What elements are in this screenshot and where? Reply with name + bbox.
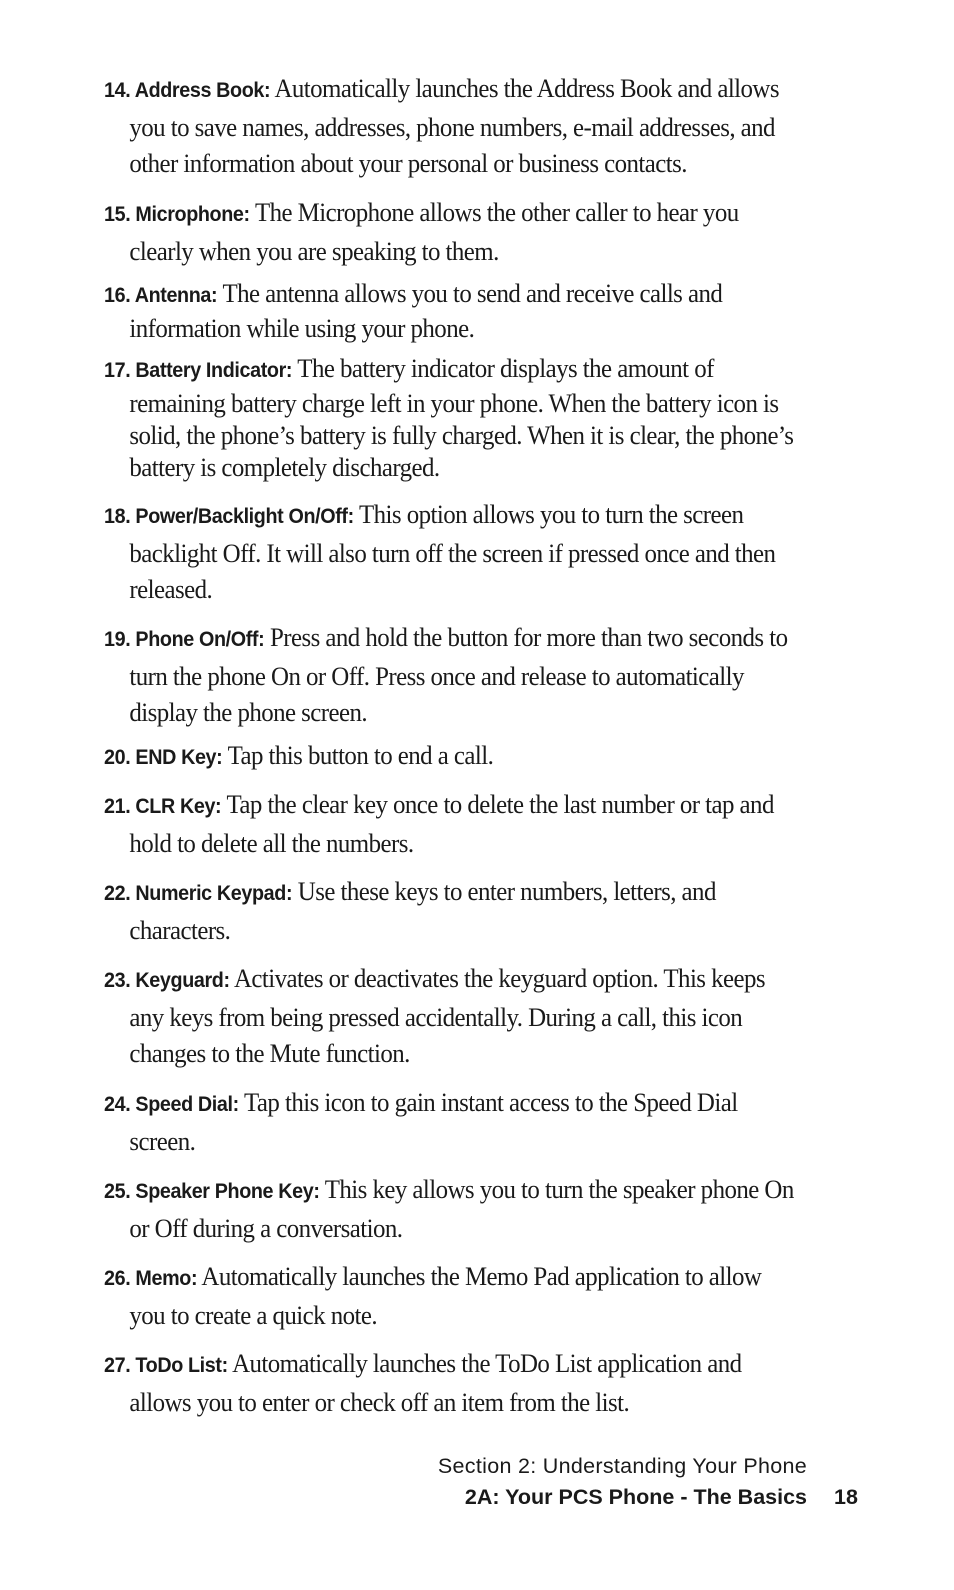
- item-label: 18. Power/Backlight On/Off:: [104, 505, 354, 528]
- footer-chapter-title: 2A: Your PCS Phone - The Basics: [464, 1485, 807, 1509]
- item-label: 17. Battery Indicator:: [104, 359, 293, 382]
- item-text: This option allows you to turn the screen backlight Off. It will also turn off the screen if pressed once and then released.: [129, 499, 776, 604]
- item-label: 21. CLR Key:: [104, 795, 222, 818]
- list-item-address-book: [104, 70, 799, 181]
- item-text: Use these keys to enter numbers, letters, and characters.: [129, 876, 716, 945]
- list-item-antenna: [104, 277, 799, 344]
- list-item-speed-dial: [104, 1084, 799, 1159]
- item-text: Tap this icon to gain instant access to the Speed Dial screen.: [129, 1087, 738, 1156]
- list-item-clr-key: [104, 786, 799, 861]
- item-text: The Microphone allows the other caller to hear you clearly when you are speaking to them.: [129, 197, 739, 266]
- item-label: 27. ToDo List:: [104, 1354, 228, 1377]
- item-label: 24. Speed Dial:: [104, 1093, 239, 1116]
- item-text: The antenna allows you to send and receive calls and information while using your phone.: [129, 278, 723, 343]
- item-label: 20. END Key:: [104, 746, 223, 769]
- item-text: Automatically launches the ToDo List application and allows you to enter or check off an item from the list.: [129, 1348, 742, 1417]
- item-text: Automatically launches the Address Book and allows you to save names, addresses, phone numbers, e-mail addresses, and other information about your personal or business contacts.: [129, 73, 779, 178]
- item-text: Activates or deactivates the keyguard option. This keeps any keys from being pressed accidentally. During a call, this icon changes to the Mute function.: [129, 963, 765, 1068]
- footer-section-title: Section 2: Understanding Your Phone: [437, 1454, 807, 1478]
- list-item-power-backlight: [104, 496, 799, 607]
- list-item-todo-list: [104, 1345, 799, 1420]
- list-item-speaker-phone-key: [104, 1171, 799, 1246]
- item-label: 25. Speaker Phone Key:: [104, 1180, 320, 1203]
- list-item-memo: [104, 1258, 799, 1333]
- list-item-microphone: [104, 194, 799, 269]
- list-item-numeric-keypad: [104, 873, 799, 948]
- list-item-battery-indicator: [104, 352, 799, 483]
- list-item-end-key: [104, 737, 799, 776]
- item-text: Press and hold the button for more than two seconds to turn the phone On or Off. Press once and release to automatically display the phone screen.: [129, 622, 788, 727]
- page-number: 18: [834, 1485, 858, 1509]
- item-text: Automatically launches the Memo Pad application to allow you to create a quick note.: [129, 1261, 762, 1330]
- item-label: 14. Address Book:: [104, 79, 271, 102]
- item-label: 16. Antenna:: [104, 284, 218, 307]
- item-text: Tap this button to end a call.: [222, 740, 494, 770]
- list-item-phone-on-off: [104, 619, 799, 730]
- item-label: 22. Numeric Keypad:: [104, 882, 293, 905]
- item-label: 23. Keyguard:: [104, 969, 230, 992]
- item-label: 26. Memo:: [104, 1267, 198, 1290]
- item-text: This key allows you to turn the speaker phone On or Off during a conversation.: [129, 1174, 794, 1243]
- item-label: 19. Phone On/Off:: [104, 628, 265, 651]
- item-text: The battery indicator displays the amount of remaining battery charge left in your phone. When the battery icon is solid, the phone’s battery is fully charged. When it is clear, the phone’s battery is completely discharged.: [129, 353, 794, 482]
- item-text: Tap the clear key once to delete the last number or tap and hold to delete all the numbers.: [129, 789, 774, 858]
- item-label: 15. Microphone:: [104, 203, 250, 226]
- list-item-keyguard: [104, 960, 799, 1071]
